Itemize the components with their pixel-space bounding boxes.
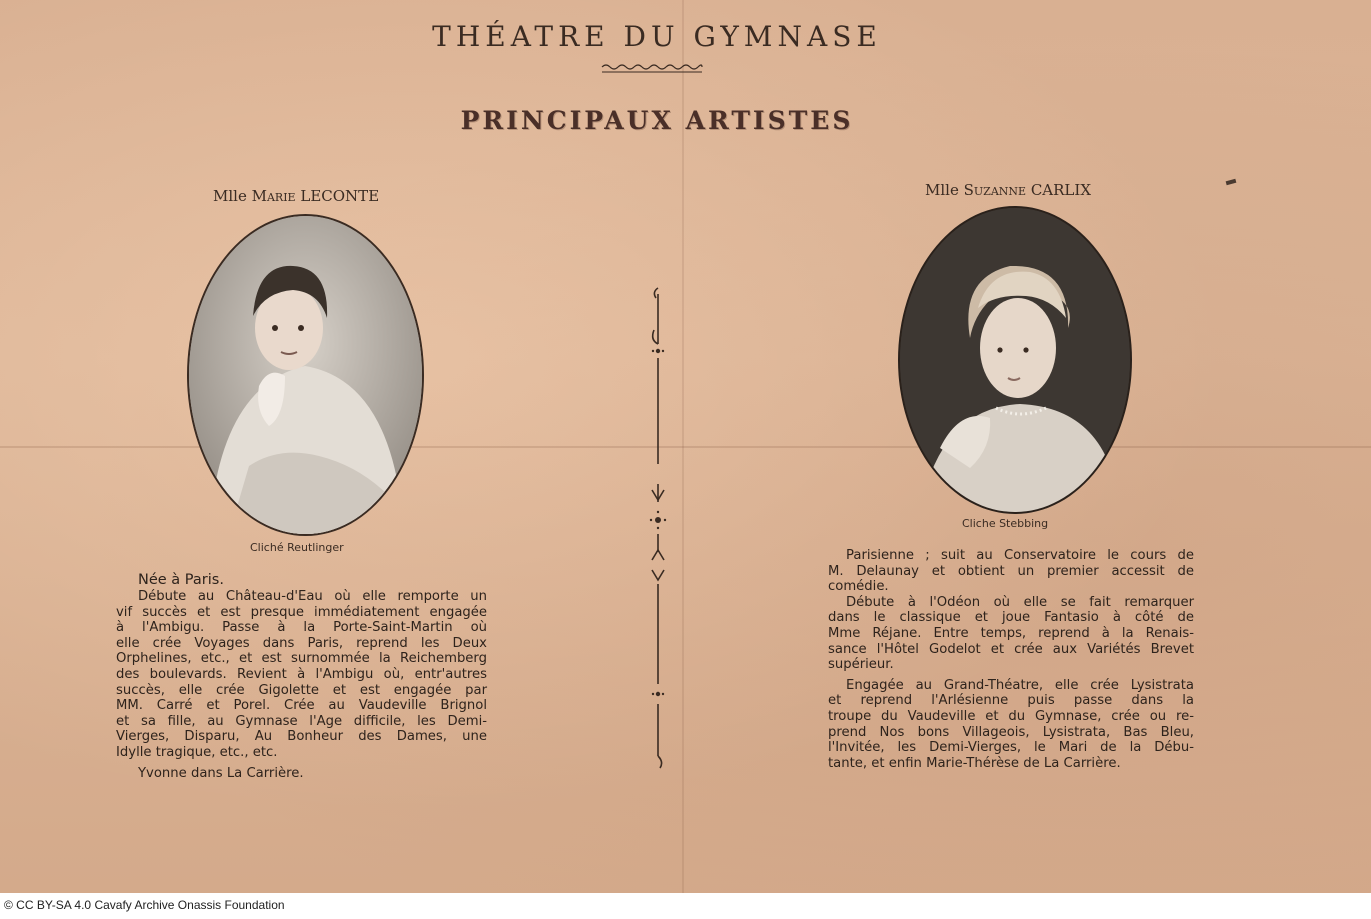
bio-line: tante, et enfin Marie-Thérèse de La Carrière.	[828, 755, 1121, 771]
bio-line: prend Nos bons Villageois, Lysistrata, Bas Bleu,	[828, 724, 1194, 740]
artist-last-name: CARLIX	[1030, 181, 1091, 199]
bio-line: M. Delaunay et obtient un premier accessit de	[828, 563, 1194, 579]
artist-first-name: Suzanne	[963, 181, 1027, 199]
ink-mark	[1226, 179, 1237, 185]
artist-last-name: LECONTE	[300, 187, 380, 205]
bio-line: et sa fille, au Gymnase l'Age difficile, les Demi-	[116, 713, 487, 729]
artist-prefix: Mlle	[213, 187, 247, 205]
artist-prefix: Mlle	[925, 181, 959, 199]
photo-credit-leconte: Cliché Reutlinger	[250, 541, 344, 554]
bio-line: l'Invitée, les Demi-Vierges, le Mari de la Débu-	[828, 740, 1194, 756]
bio-line: succès, elle crée Gigolette et est engagée par	[116, 682, 487, 698]
bio-line: elle crée Voyages dans Paris, reprend les Deux	[116, 635, 487, 651]
bio-line: supérieur.	[828, 657, 894, 673]
ornament-squiggle-icon	[600, 62, 704, 76]
bio-line: vif succès et est presque immédiatement engagée	[116, 604, 487, 620]
portrait-photo-icon	[189, 216, 422, 534]
bio-line: Vierges, Disparu, Au Bonheur des Dames, une	[116, 729, 487, 745]
page-title: THÉATRE DU GYMNASE	[432, 20, 882, 53]
artist-first-name: Marie	[251, 187, 296, 205]
bio-line: à l'Ambigu. Passe à la Porte-Saint-Martin où	[116, 620, 487, 636]
ornamental-divider-icon	[646, 284, 670, 770]
photo-credit-carlix: Cliche Stebbing	[962, 517, 1049, 530]
bio-line: troupe du Vaudeville et du Gymnase, crée ou re-	[828, 708, 1194, 724]
bio-line: dans le classique et joue Fantasio à côté de	[828, 610, 1194, 626]
bio-leconte	[116, 571, 487, 781]
portrait-carlix	[898, 206, 1132, 514]
bio-line: des boulevards. Revient à l'Ambigu où, entr'autres	[116, 666, 487, 682]
bio-line: Née à Paris.	[138, 572, 224, 588]
bio-line: Mme Réjane. Entre temps, reprend à la Renais-	[828, 625, 1194, 641]
bio-line: MM. Carré et Porel. Crée au Vaudeville Brignol	[116, 698, 487, 714]
bio-line: Orphelines, etc., et est surnommée la Reichemberg	[116, 651, 487, 667]
bio-line: sance l'Hôtel Godelot et crée aux Variétés Brevet	[828, 641, 1194, 657]
artist-name-carlix	[925, 181, 1091, 199]
bio-line: Yvonne dans La Carrière.	[138, 765, 304, 781]
artist-name-leconte	[213, 187, 379, 205]
bio-line: et reprend l'Arlésienne puis passe dans la	[828, 693, 1194, 709]
bio-line: Débute au Château-d'Eau où elle remporte un	[138, 589, 487, 604]
bio-line: Idylle tragique, etc., etc.	[116, 744, 278, 760]
bio-line: Débute à l'Odéon où elle se fait remarquer	[846, 594, 1194, 610]
bio-line: comédie.	[828, 579, 889, 595]
bio-carlix	[828, 548, 1194, 771]
license-footer: © CC BY-SA 4.0 Cavafy Archive Onassis Foundation	[4, 898, 285, 912]
portrait-photo-icon	[900, 208, 1130, 512]
bio-line: Parisienne ; suit au Conservatoire le cours de	[846, 548, 1194, 563]
page-subtitle: PRINCIPAUX ARTISTES	[460, 106, 854, 135]
bio-line: Engagée au Grand-Théatre, elle crée Lysistrata	[846, 677, 1194, 693]
portrait-leconte	[187, 214, 424, 536]
